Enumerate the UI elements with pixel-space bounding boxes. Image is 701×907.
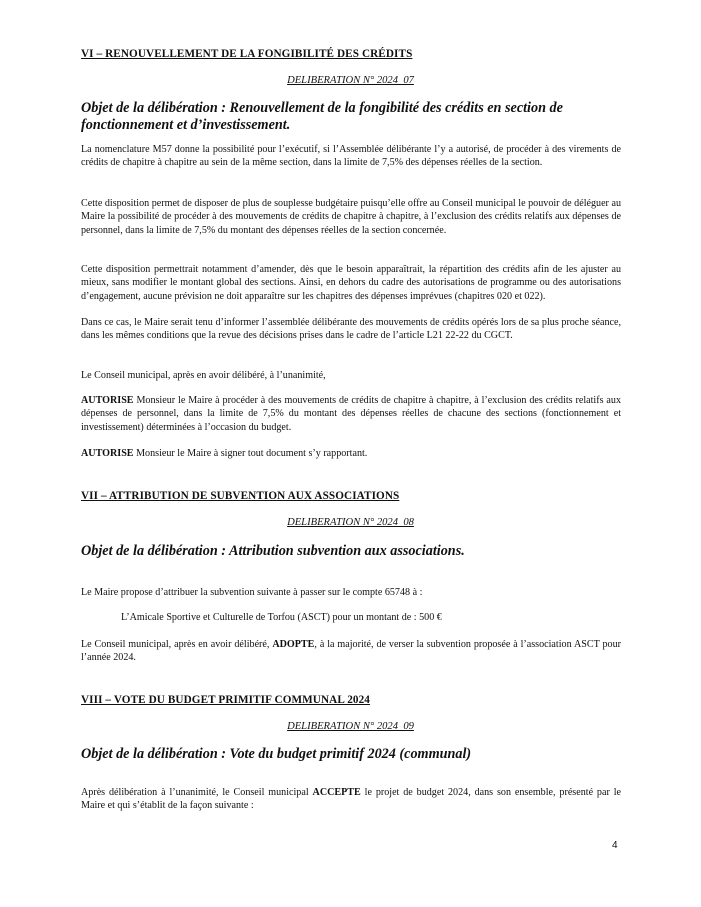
deliberation-object: Objet de la délibération : Renouvellement de la fongibilité des crédits en section de fonctionnement et d’investissement. <box>81 100 563 133</box>
paragraph: Cette disposition permet de disposer de plus de souplesse budgétaire puisqu’elle offre au Conseil municipal le pouvoir de déléguer au Maire la possibilité de procéder à des mouvements de crédits de chapitre à chapitre, à l’exclusion des crédits relatifs aux dépenses de personnel, dans la limite de 7,5% du montant des dépenses réelles de la section concernée. <box>81 198 621 236</box>
autorise-keyword: AUTORISE <box>81 448 134 459</box>
paragraph-autorise <box>81 394 621 434</box>
deliberation-object: Objet de la délibération : Attribution subvention aux associations. <box>81 543 465 559</box>
paragraph: Dans ce cas, le Maire serait tenu d’informer l’assemblée délibérante des mouvements de crédits opérés lors de sa plus proche séance, dans les mêmes conditions que la revue des décisions prises dans le cadre de l’article L21 22-22 du CGCT. <box>81 317 621 342</box>
deliberation-number: DELIBERATION N° 2024_08 <box>287 517 414 528</box>
paragraph-text: Après délibération à l’unanimité, le Conseil municipal <box>81 787 313 798</box>
adopte-keyword: ADOPTE <box>272 639 315 650</box>
autorise-keyword: AUTORISE <box>81 395 134 406</box>
paragraph-autorise <box>81 447 621 460</box>
accepte-keyword: ACCEPTE <box>312 787 361 798</box>
paragraph: Cette disposition permettrait notamment d’amender, dès que le besoin apparaîtrait, la répartition des crédits afin de les ajuster au mieux, sans modifier le montant global des sections. Ainsi, en dehors du cadre des autorisations de programme ou des autorisations d’engagement, aucune prévision ne doit apparaître sur les chapitres des dépenses imprévues (chapitres 020 et 022). <box>81 264 621 302</box>
paragraph: Le Conseil municipal, après en avoir délibéré, à l’unanimité, <box>81 370 326 381</box>
section-heading-vii: VII – ATTRIBUTION DE SUBVENTION AUX ASSOCIATIONS <box>81 490 400 502</box>
paragraph-text: le projet de budget 2024, dans son ensemble, présenté par le Maire et qui s’établit de la façon suivante : <box>81 787 621 812</box>
paragraph-accepte <box>81 786 621 813</box>
paragraph: La nomenclature M57 donne la possibilité pour l’exécutif, si l’Assemblée délibérante l’y a autorisé, de procéder à des virements de crédits de chapitre à chapitre au sein de la même section, dans la limite de 7,5% des dépenses réelles de la section. <box>81 144 621 169</box>
section-heading-viii: VIII – VOTE DU BUDGET PRIMITIF COMMUNAL 2024 <box>81 694 370 706</box>
deliberation-number: DELIBERATION N° 2024_09 <box>287 721 414 732</box>
paragraph-text: Monsieur le Maire à procéder à des mouvements de crédits de chapitre à chapitre, à l’exclusion des crédits relatifs aux dépenses de personnel, dans la limite de 7,5% du montant des dépenses réelles de chacune des sections (fonctionnement et investissement) déterminées à l’occasion du budget. <box>81 395 621 433</box>
section-heading-vi: VI – RENOUVELLEMENT DE LA FONGIBILITÉ DES CRÉDITS <box>81 48 413 60</box>
deliberation-object: Objet de la délibération : Vote du budget primitif 2024 (communal) <box>81 746 472 762</box>
paragraph: Le Maire propose d’attribuer la subvention suivante à passer sur le compte 65748 à : <box>81 587 423 598</box>
deliberation-number: DELIBERATION N° 2024_07 <box>287 75 414 86</box>
page-number: 4 <box>612 840 618 851</box>
paragraph-adopte <box>81 638 621 665</box>
paragraph-text: , à la majorité, de verser la subvention proposée à l’association ASCT pour l’année 2024. <box>81 639 621 664</box>
paragraph-text: Le Conseil municipal, après en avoir délibéré, <box>81 639 273 650</box>
paragraph-text: Monsieur le Maire à signer tout document s’y rapportant. <box>133 448 368 459</box>
subsidy-line: L’Amicale Sportive et Culturelle de Torfou (ASCT) pour un montant de : 500 € <box>121 612 442 623</box>
